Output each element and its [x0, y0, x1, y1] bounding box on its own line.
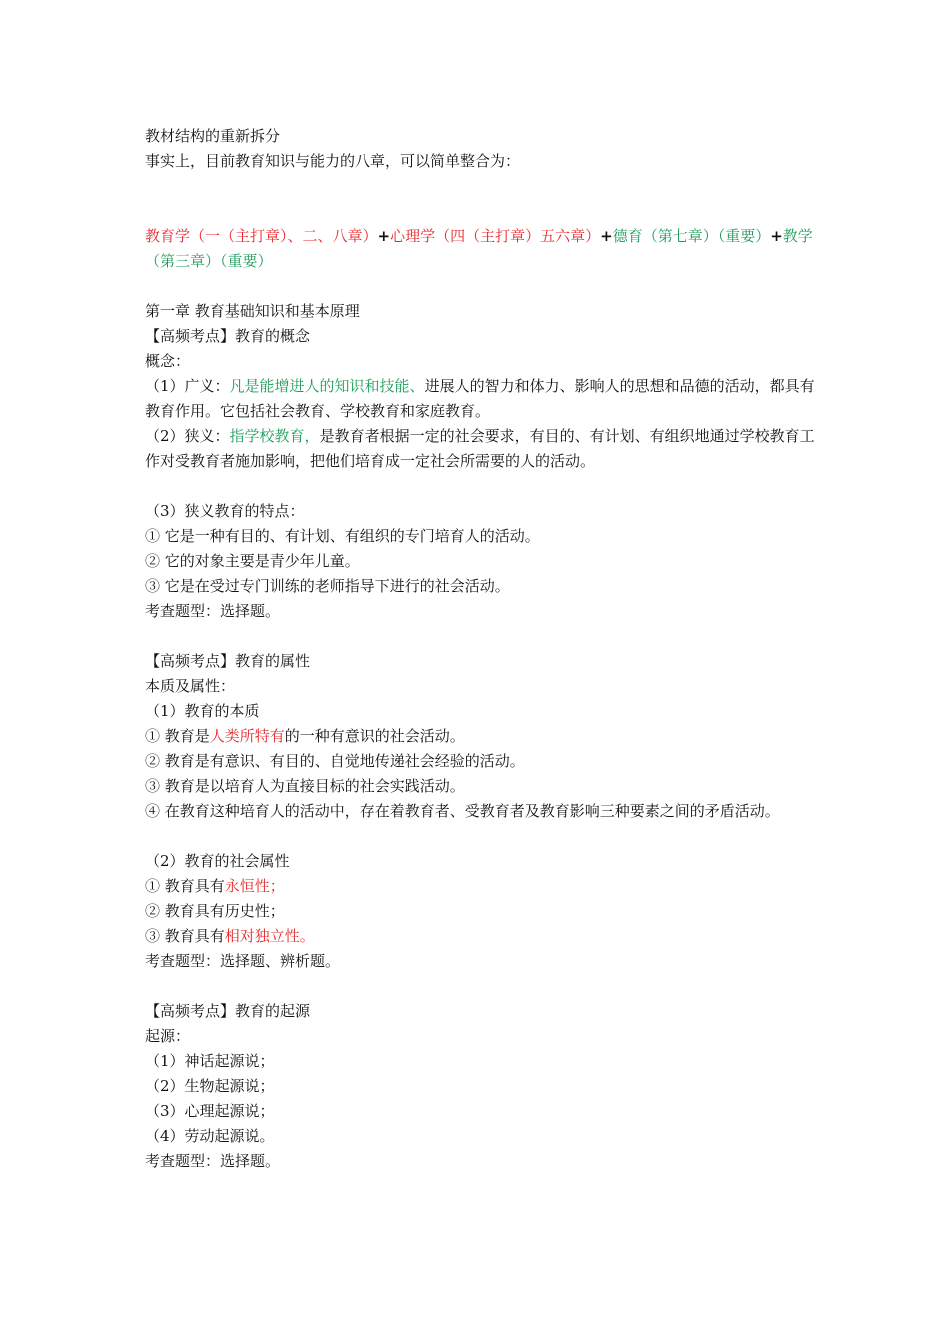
question-type: 考查题型：选择题。	[145, 1152, 281, 1170]
origin-item: （3）心理起源说；	[145, 1102, 275, 1120]
feature-item: ① 它是一种有目的、有计划、有组织的专门培育人的活动。	[145, 527, 540, 545]
section-heading-origin: 【高频考点】教育的起源	[145, 1002, 311, 1020]
concept-narrow-prefix: （2）狭义：	[145, 427, 230, 445]
structure-teaching: 教学（第三章）（重要）	[145, 227, 813, 270]
feature-item: ③ 它是在受过专门训练的老师指导下进行的社会活动。	[145, 577, 510, 595]
structure-moral-education: 德育（第七章）（重要）	[612, 227, 771, 245]
concept-broad-text: 进展人的智力和体力、影响人的思想和品德的活动，都具有教育作用。它包括社会教育、学校教育和家庭教育。	[145, 377, 815, 420]
structure-psychology: 心理学（四（主打章）五六章）	[390, 227, 601, 245]
doc-intro: 事实上，目前教育知识与能力的八章，可以简单整合为：	[145, 152, 521, 170]
social-attribute-highlight: 相对独立性。	[224, 927, 315, 945]
social-attributes-title: （2）教育的社会属性	[145, 852, 290, 870]
origin-item: （2）生物起源说；	[145, 1077, 275, 1095]
essence-title: （1）教育的本质	[145, 702, 260, 720]
origin-item: （1）神话起源说；	[145, 1052, 275, 1070]
origin-item: （4）劳动起源说。	[145, 1127, 275, 1145]
document-body	[145, 124, 815, 1174]
social-attribute-highlight: 永恒性；	[224, 877, 285, 895]
structure-pedagogy: 教育学（一（主打章）、二、八章）	[145, 227, 378, 245]
essence-item-prefix: ① 教育是	[145, 727, 210, 745]
features-title: （3）狭义教育的特点：	[145, 502, 305, 520]
feature-item: ② 它的对象主要是青少年儿童。	[145, 552, 360, 570]
section-heading-concept: 【高频考点】教育的概念	[145, 327, 311, 345]
essence-item-text: 的一种有意识的社会活动。	[284, 727, 465, 745]
section-heading-attributes: 【高频考点】教育的属性	[145, 652, 311, 670]
concept-broad-prefix: （1）广义：	[145, 377, 230, 395]
question-type: 考查题型：选择题。	[145, 602, 281, 620]
concept-label: 概念：	[145, 352, 191, 370]
essence-item: ③ 教育是以培育人为直接目标的社会实践活动。	[145, 777, 465, 795]
structure-plus: +	[770, 227, 783, 245]
concept-narrow-text: 是教育者根据一定的社会要求，有目的、有计划、有组织地通过学校教育工作对受教育者施加影响，把他们培育成一定社会所需要的人的活动。	[145, 427, 815, 470]
social-attribute-item	[145, 924, 815, 949]
social-attribute-prefix: ③ 教育具有	[145, 927, 225, 945]
concept-narrow	[145, 424, 815, 474]
essence-item	[145, 724, 815, 749]
essence-item: ④ 在教育这种培育人的活动中，存在着教育者、受教育者及教育影响三种要素之间的矛盾活动。	[145, 802, 780, 820]
concept-broad	[145, 374, 815, 424]
essence-item-highlight: 人类所特有	[209, 727, 285, 745]
structure-plus: +	[377, 227, 391, 245]
concept-narrow-highlight: 指学校教育，	[229, 427, 320, 445]
social-attribute-item: ② 教育具有历史性；	[145, 902, 285, 920]
origin-label: 起源：	[145, 1027, 191, 1045]
concept-broad-highlight: 凡是能增进人的知识和技能、	[229, 377, 425, 395]
social-attribute-item	[145, 874, 815, 899]
structure-summary	[145, 224, 815, 274]
structure-plus: +	[600, 227, 613, 245]
doc-title: 教材结构的重新拆分	[145, 127, 281, 145]
social-attribute-prefix: ① 教育具有	[145, 877, 225, 895]
essence-item: ② 教育是有意识、有目的、自觉地传递社会经验的活动。	[145, 752, 525, 770]
question-type: 考查题型：选择题、辨析题。	[145, 952, 341, 970]
attributes-label: 本质及属性：	[145, 677, 236, 695]
chapter-heading: 第一章 教育基础知识和基本原理	[145, 302, 360, 320]
